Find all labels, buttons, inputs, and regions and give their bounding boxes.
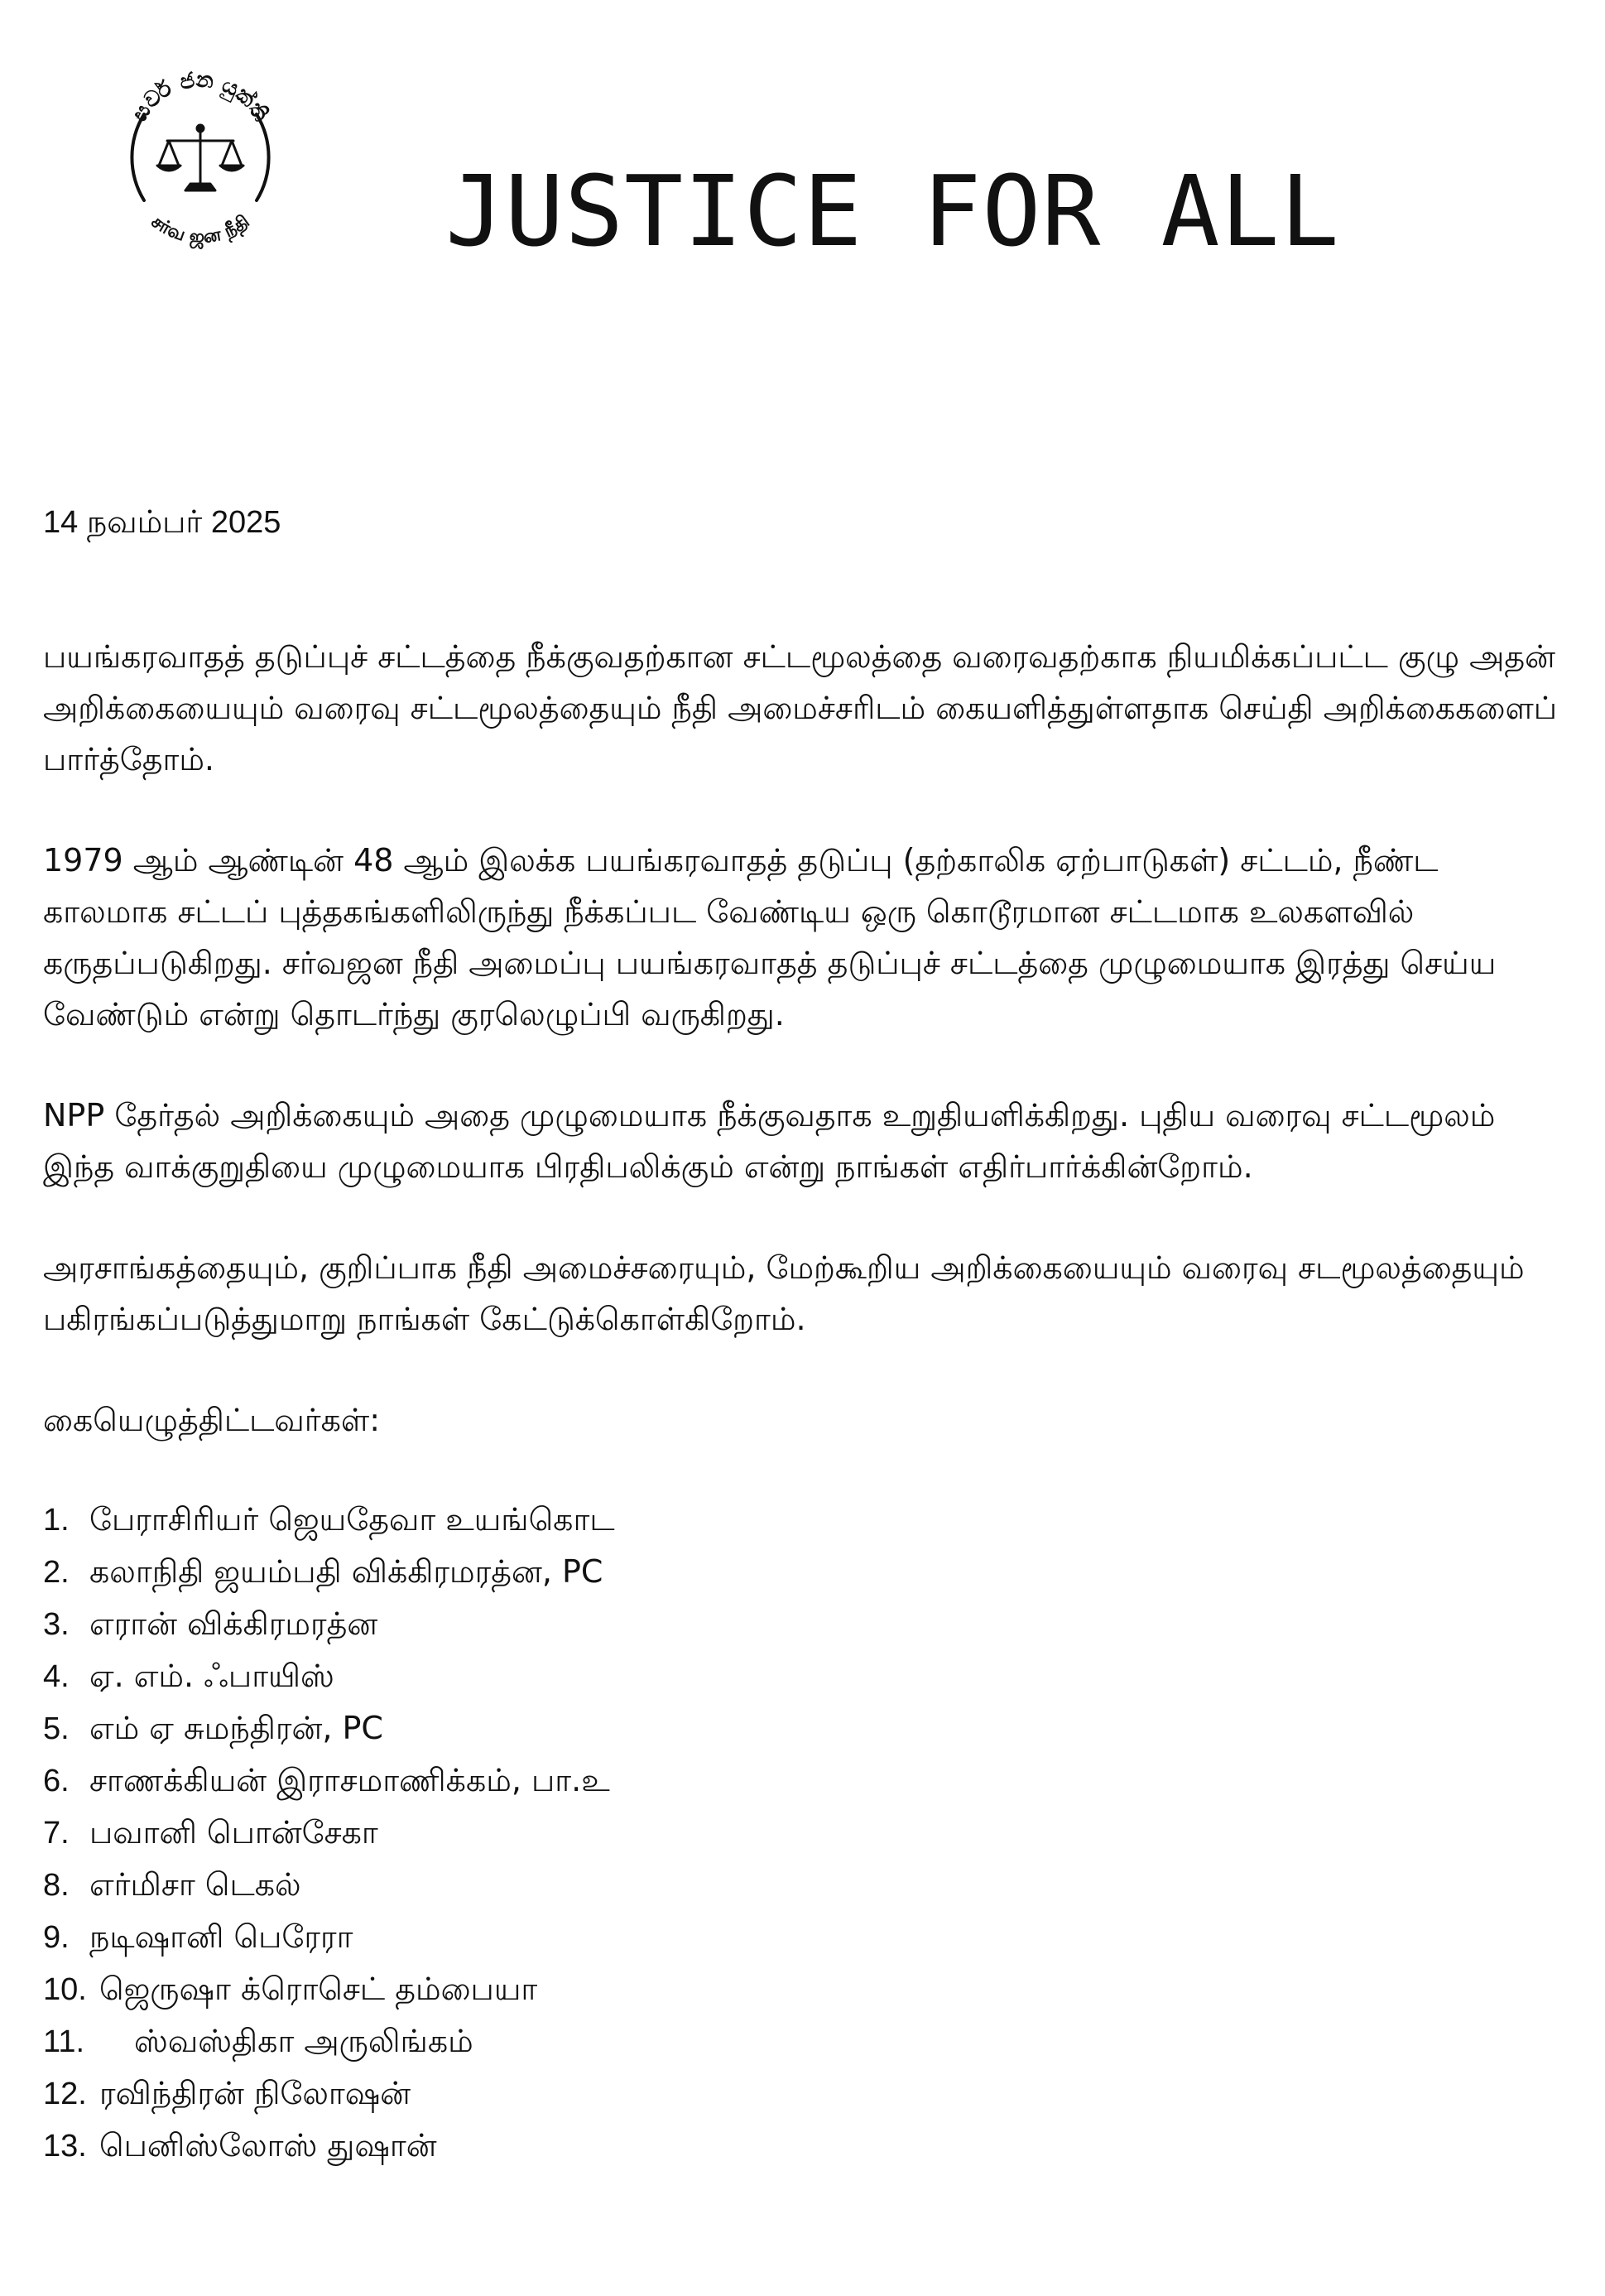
signatory-name: பெனிஸ்லோஸ் துஷான் <box>99 2127 437 2164</box>
signatory-name: சாணக்கியன் இராசமாணிக்கம், பா.உ <box>89 1762 610 1798</box>
signatory <box>43 1859 1558 1911</box>
signatories-label: கையெழுத்திட்டவர்கள்: <box>43 1402 381 1438</box>
paragraph-4: அரசாங்கத்தையும், குறிப்பாக நீதி அமைச்சரையும், மேற்கூறிய அறிக்கையையும் வரைவு சடமூலத்தையும் பகிரங்கப்படுத்துமாறு நாங்கள் கேட்டுக்கொள்கிறோம். <box>43 1249 1525 1337</box>
signatory-name: ஜெருஷா க்ரொசெட் தம்பையா <box>99 1971 538 2007</box>
signatory-name: ஸ்வஸ்திகா அருலிங்கம் <box>134 2023 473 2059</box>
signatory-number: 2. <box>43 1555 70 1590</box>
signatory-name: பேராசிரியர் ஜெயதேவா உயங்கொட <box>89 1501 615 1538</box>
scales-of-justice-logo <box>93 50 308 265</box>
logo-text-top: සර්ව ජන යුක්ති <box>127 67 274 127</box>
signatory-name: கலாநிதி ஜயம்பதி விக்கிரமரத்ன, PC <box>89 1553 603 1590</box>
signatory-number: 11. <box>43 2024 85 2059</box>
signatory-name: ஏ. எம். ஃபாயிஸ் <box>89 1658 334 1694</box>
signatory-number: 10. <box>43 1972 87 2007</box>
signatory-number: 1. <box>43 1503 70 1538</box>
signatory-number: 12. <box>43 2077 87 2111</box>
signatory <box>43 1650 1558 1702</box>
logo-text-bottom: சர்வ ஜன நீதி <box>147 211 254 248</box>
signatory-name: பவானி பொன்சேகா <box>89 1814 378 1851</box>
scales-icon <box>157 125 243 190</box>
signatory-number: 9. <box>43 1920 70 1955</box>
signatory-name: நடிஷானி பெரேரா <box>89 1918 353 1955</box>
signatory-number: 4. <box>43 1659 70 1694</box>
letter-date: 14 நவம்பர் 2025 <box>43 505 281 540</box>
signatory <box>43 1702 1558 1754</box>
org-logo <box>93 50 308 265</box>
signatory <box>43 1963 1558 2015</box>
signatories-list <box>43 1494 1558 2172</box>
letter-body <box>43 497 1558 2172</box>
signatory <box>43 2067 1558 2120</box>
paragraph-2: 1979 ஆம் ஆண்டின் 48 ஆம் இலக்க பயங்கரவாதத் தடுப்பு (தற்காலிக ஏற்பாடுகள்) சட்டம், நீண்ட காலமாக சட்டப் புத்தகங்களிலிருந்து நீக்கப்பட வேண்டிய ஒரு கொடூரமான சட்டமாக உலகளவில் கருதப்படுகிறது. சர்வஜன நீதி அமைப்பு பயங்கரவாதத் தடுப்புச் சட்டத்தை முழுமையாக இரத்து செய்ய வேண்டும் என்று தொடர்ந்து குரலெழுப்பி வருகிறது. <box>43 842 1497 1032</box>
signatory <box>43 1598 1558 1650</box>
signatory <box>43 1911 1558 1963</box>
signatory-number: 8. <box>43 1868 70 1903</box>
signatory <box>43 1546 1558 1598</box>
signatory-name: ரவிந்திரன் நிலோஷன் <box>99 2075 411 2111</box>
signatory <box>43 1807 1558 1859</box>
signatory <box>43 2120 1558 2172</box>
signatory <box>43 1754 1558 1807</box>
signatory-number: 7. <box>43 1816 70 1851</box>
paragraph-3: NPP தேர்தல் அறிக்கையும் அதை முழுமையாக நீக்குவதாக உறுதியளிக்கிறது. புதிய வரைவு சட்டமூலம் இந்த வாக்குறுதியை முழுமையாக பிரதிபலிக்கும் என்று நாங்கள் எதிர்பார்க்கின்றோம். <box>43 1097 1496 1185</box>
signatory <box>43 1494 1558 1546</box>
signatory-name: எர்மிசா டெகல் <box>89 1866 301 1903</box>
signatory-number: 3. <box>43 1607 70 1642</box>
signatory-number: 5. <box>43 1711 70 1746</box>
signatory-name: எரான் விக்கிரமரத்ன <box>89 1605 378 1642</box>
signatory <box>43 2015 1558 2067</box>
signatory-number: 13. <box>43 2129 87 2164</box>
org-title: JUSTICE FOR ALL <box>445 154 1340 268</box>
signatory-number: 6. <box>43 1764 70 1798</box>
signatory-name: எம் ஏ சுமந்திரன், PC <box>89 1710 383 1746</box>
paragraph-1: பயங்கரவாதத் தடுப்புச் சட்டத்தை நீக்குவதற்கான சட்டமூலத்தை வரைவதற்காக நியமிக்கப்பட்ட குழு அதன் அறிக்கையையும் வரைவு சட்டமூலத்தையும் நீதி அமைச்சரிடம் கையளித்துள்ளதாக செய்தி அறிக்கைகளைப் பார்த்தோம். <box>43 638 1558 777</box>
